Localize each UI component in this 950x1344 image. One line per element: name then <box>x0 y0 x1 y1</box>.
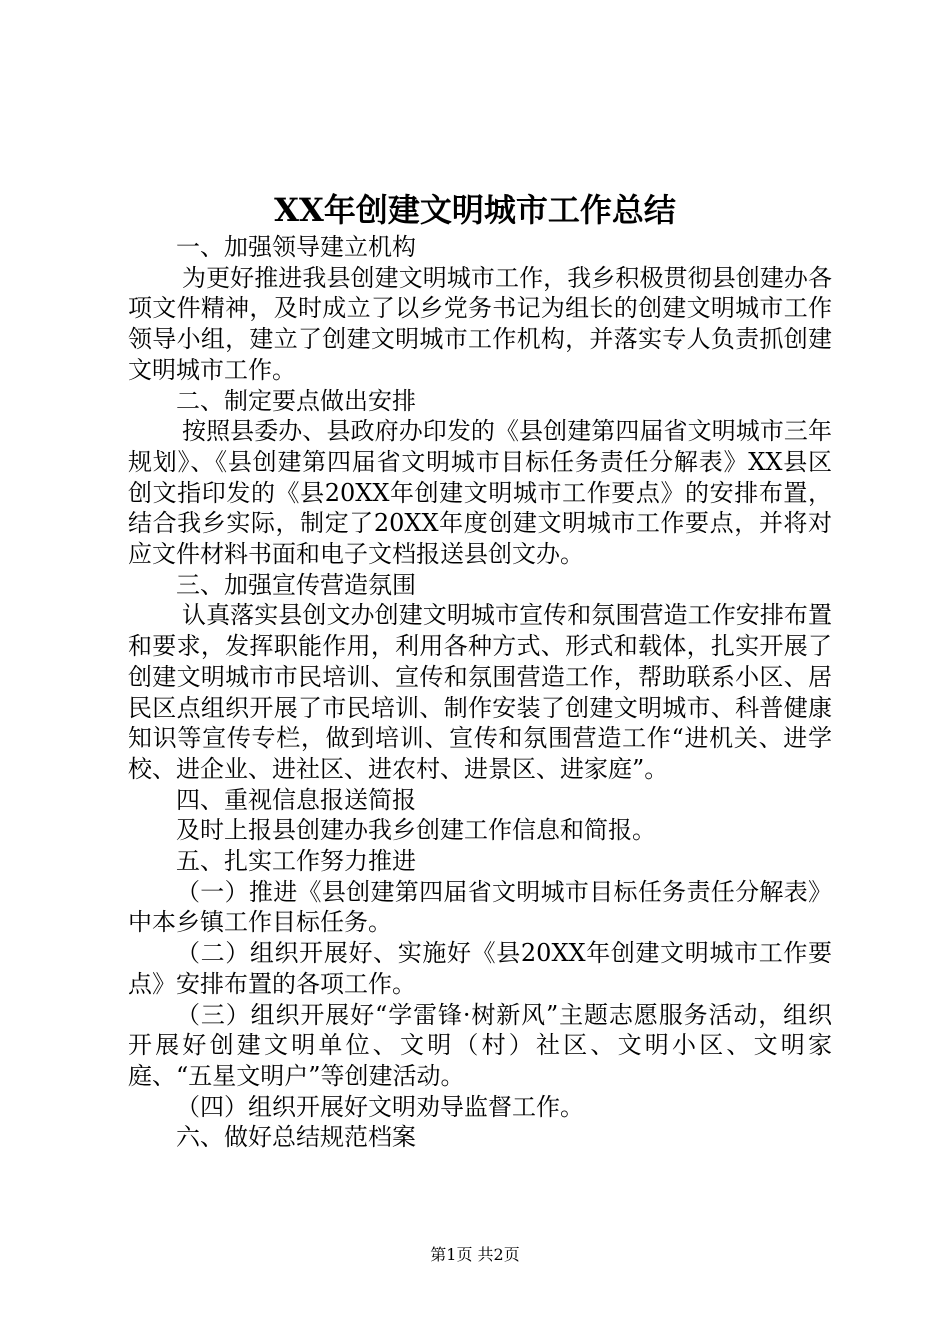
document-body <box>128 232 832 1153</box>
page-footer: 第1页 共2页 <box>430 1245 520 1264</box>
document-title: XX年创建文明城市工作总结 <box>274 191 676 229</box>
paragraph-4: 及时上报县创建办我乡创建工作信息和简报。 <box>176 816 656 845</box>
paragraph-3: 认真落实县创文办创建文明城市宣传和氛围营造工作安排布置和要求，发挥职能作用，利用各种方式、形式和载体，扎实开展了创建文明城市市民培训、宣传和氛围营造工作，帮助联系小区、居民区点组织开展了市民培训、制作安装了创建文明城市、科普健康知识等宣传专栏，做到培训、宣传和氛围营造工作“进机关、进学校、进企业、进社区、进农村、进景区、进家庭”。 <box>128 601 832 783</box>
section-heading-6: 六、做好总结规范档案 <box>176 1123 416 1152</box>
section-heading-2: 二、制定要点做出安排 <box>176 386 416 415</box>
section-heading-5: 五、扎实工作努力推进 <box>176 847 416 876</box>
paragraph-2: 按照县委办、县政府办印发的《县创建第四届省文明城市三年规划》、《县创建第四届省文明城市目标任务责任分解表》XX县区创文指印发的《县20XX年创建文明城市工作要点》的安排布置，结合我乡实际，制定了20XX年度创建文明城市工作要点，并将对应文件材料书面和电子文档报送县创文办。 <box>128 417 832 569</box>
section-heading-3: 三、加强宣传营造氛围 <box>176 570 416 599</box>
paragraph-1: 为更好推进我县创建文明城市工作，我乡积极贯彻县创建办各项文件精神，及时成立了以乡党务书记为组长的创建文明城市工作领导小组，建立了创建文明城市工作机构，并落实专人负责抓创建文明城市工作。 <box>128 263 832 384</box>
list-item-4: （四）组织开展好文明劝导监督工作。 <box>176 1092 584 1121</box>
list-item-1: （一）推进《县创建第四届省文明城市目标任务责任分解表》中本乡镇工作目标任务。 <box>128 877 832 937</box>
section-heading-1: 一、加强领导建立机构 <box>176 233 416 261</box>
list-item-3: （三）组织开展好“学雷锋·树新风”主题志愿服务活动，组织开展好创建文明单位、文明（村）社区、文明小区、文明家庭、“五星文明户”等创建活动。 <box>128 1000 832 1090</box>
list-item-2: （二）组织开展好、实施好《县20XX年创建文明城市工作要点》安排布置的各项工作。 <box>128 939 832 998</box>
section-heading-4: 四、重视信息报送简报 <box>176 785 416 814</box>
